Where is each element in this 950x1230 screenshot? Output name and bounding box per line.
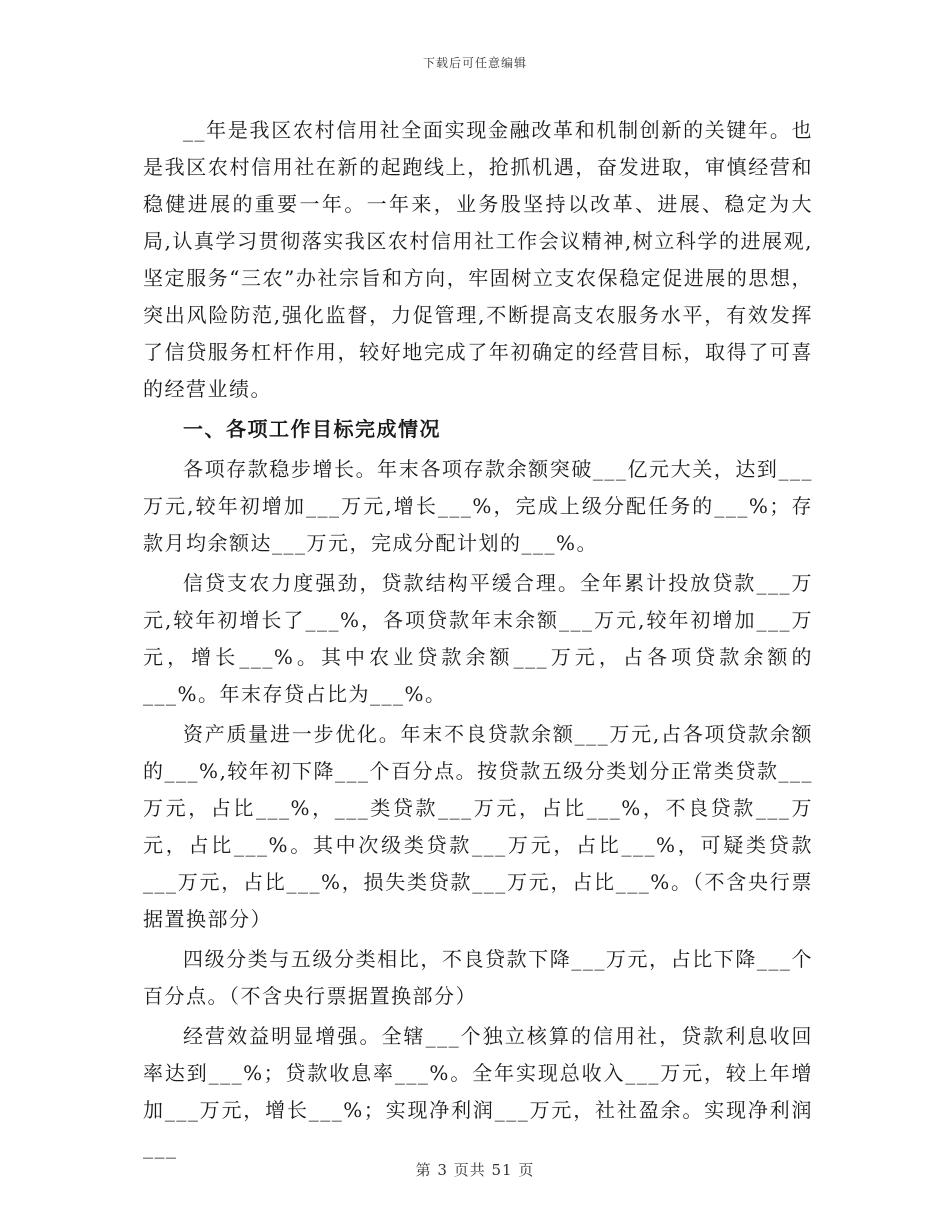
page-footer: 第 3 页共 51 页 (415, 1161, 535, 1179)
paragraph-efficiency: 经营效益明显增强。全辖___个独立核算的信用社，贷款利息收回率达到___%；贷款收息率___%。全年实现总收入___万元，较上年增加___万元，增长___%；实现净利润___万元，社社盈余。实现净利润___ (143, 1024, 813, 1159)
document-body (143, 112, 813, 1169)
paragraph-intro: __年是我区农村信用社全面实现金融改革和机制创新的关键年。也是我区农村信用社在新的起跑线上，抢抓机遇，奋发进取，审慎经营和稳健进展的重要一年。一年来，业务股坚持以改革、进展、稳定为大局,认真学习贯彻落实我区农村信用社工作会议精神,树立科学的进展观,坚定服务“三农”办社宗旨和方向，牢固树立支农保稳定促进展的思想，突出风险防范,强化监督，力促管理,不断提高支农服务水平，有效发挥了信贷服务杠杆作用，较好地完成了年初确定的经营目标，取得了可喜的经营业绩。 (143, 118, 813, 401)
paragraph-classification: 四级分类与五级分类相比，不良贷款下降___万元，占比下降___个百分点。（不含央行票据置换部分） (143, 947, 813, 1008)
paragraph-loans: 信贷支农力度强劲，贷款结构平缓合理。全年累计投放贷款___万元,较年初增长了___%，各项贷款年末余额___万元,较年初增加___万元，增长___%。其中农业贷款余额___万元，占各项贷款余额的___%。年末存贷占比为___%。 (143, 571, 813, 706)
section-heading: 一、各项工作目标完成情况 (183, 417, 441, 441)
paragraph-deposits: 各项存款稳步增长。年末各项存款余额突破___亿元大关，达到___万元,较年初增加___万元,增长___%，完成上级分配任务的___%；存款月均余额达___万元，完成分配计划的___%。 (143, 457, 813, 555)
paragraph-asset-quality: 资产质量进一步优化。年末不良贷款余额___万元,占各项贷款余额的___%,较年初下降___个百分点。按贷款五级分类划分正常类贷款___万元，占比___%，___类贷款___万元，占比___%，不良贷款___万元，占比___%。其中次级类贷款___万元，占比___%，可疑类贷款___万元，占比___%，损失类贷款___万元，占比___%。（不含央行票据置换部分） (143, 722, 813, 931)
page-header: 下载后可任意编辑 (422, 56, 527, 70)
